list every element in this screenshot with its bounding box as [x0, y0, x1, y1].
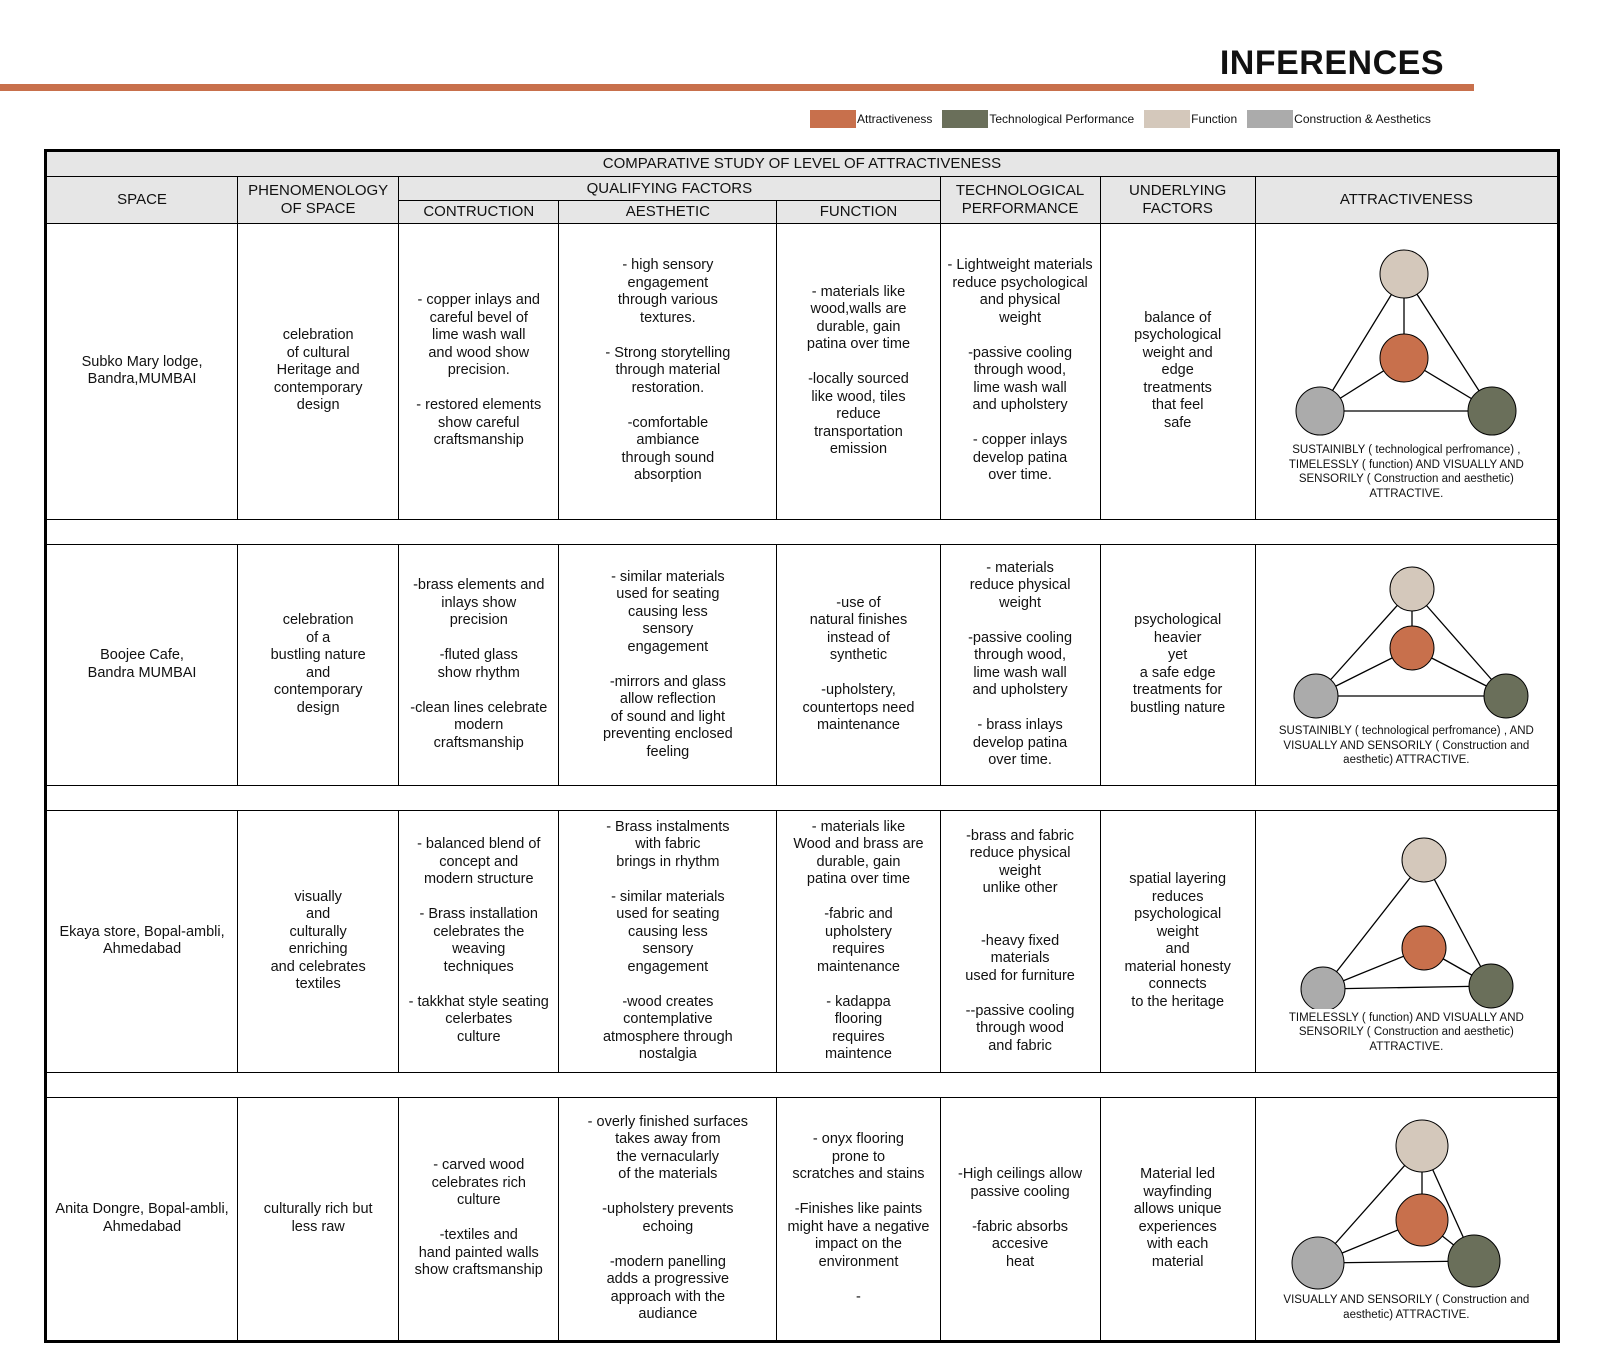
legend-item-attractiveness	[810, 110, 932, 128]
row-spacer	[46, 1072, 1559, 1097]
cell-aesthetic: - Brass instalments with fabric brings in rhythm - similar materials used for seating causing less sensory engagement -wood creates contemplative atmosphere through nostalgia	[559, 811, 777, 1073]
legend-swatch-construction-aesthetics	[1247, 110, 1293, 128]
function-node	[1390, 567, 1434, 611]
attractiveness-node	[1390, 626, 1434, 670]
legend-swatch-attractiveness	[810, 110, 856, 128]
title-rule	[0, 84, 1474, 91]
cell-underlying-factors: spatial layering reduces psychological weight and material honesty connects to the heritage	[1100, 811, 1255, 1073]
cell-construction: - carved wood celebrates rich culture -textiles and hand painted walls show craftsmanship	[399, 1097, 559, 1341]
header-construction: CONTRUCTION	[399, 201, 559, 224]
comparative-study-table	[44, 149, 1560, 1343]
attractiveness-caption: SUSTAINIBLY ( technological perfromance) , TIMELESSLY ( function) AND VISUALLY AND SENSORILY ( Construction and aesthetic) ATTRACTIVE.	[1288, 444, 1524, 500]
header-attractiveness: ATTRACTIVENESS	[1255, 177, 1558, 224]
cell-phenomenology: celebration of cultural Heritage and contemporary design	[238, 223, 399, 519]
legend-swatch-function	[1144, 110, 1190, 128]
cell-space: Anita Dongre, Bopal-ambli, Ahmedabad	[46, 1097, 238, 1341]
attractiveness-node	[1402, 926, 1446, 970]
function-node	[1396, 1120, 1448, 1172]
legend-swatch-technological-performance	[942, 110, 988, 128]
cell-construction: -brass elements and inlays show precision -fluted glass show rhythm -clean lines celebrate modern craftsmanship	[399, 544, 559, 786]
cell-technological-performance: -High ceilings allow passive cooling -fabric absorbs accesive heat	[940, 1097, 1100, 1341]
attractiveness-caption: VISUALLY AND SENSORILY ( Construction and aesthetic) ATTRACTIVE.	[1283, 1294, 1530, 1321]
cell-technological-performance: -brass and fabric reduce physical weight unlike other -heavy fixed materials used for furniture --passive cooling through wood and fabric	[940, 811, 1100, 1073]
attractiveness-caption: TIMELESSLY ( function) AND VISUALLY AND SENSORILY ( Construction and aesthetic) ATTRACTIVE.	[1288, 1011, 1524, 1053]
legend-item-function	[1144, 110, 1237, 128]
attractiveness-node	[1380, 334, 1428, 382]
cell-technological-performance: - materials reduce physical weight -passive cooling through wood, lime wash wall and upholstery - brass inlays develop patina over time.	[940, 544, 1100, 786]
attractiveness-diagram	[1256, 241, 1556, 441]
cell-space: Boojee Cafe, Bandra MUMBAI	[46, 544, 238, 786]
cell-aesthetic: - overly finished surfaces takes away from the vernacularly of the materials -upholstery prevents echoing -modern panelling adds a progressive approach with the audiance	[559, 1097, 777, 1341]
cell-aesthetic: - similar materials used for seating causing less sensory engagement -mirrors and glass allow reflection of sound and light preventing enclosed feeling	[559, 544, 777, 786]
attractiveness-node	[1396, 1194, 1448, 1246]
legend-item-technological-performance	[942, 110, 1134, 128]
cell-function: - onyx flooring prone to scratches and stains -Finishes like paints might have a negative impact on the environment -	[777, 1097, 940, 1341]
legend-label: Function	[1191, 112, 1238, 126]
header-phenomenology: PHENOMENOLOGY OF SPACE	[238, 177, 399, 224]
cell-function: - materials like Wood and brass are durable, gain patina over time -fabric and upholstery requires maintenance - kadappa flooring requires maintence	[777, 811, 940, 1073]
attractiveness-diagram	[1256, 1115, 1556, 1291]
cell-underlying-factors: Material led wayfinding allows unique experiences with each material	[1100, 1097, 1255, 1341]
header-function: FUNCTION	[777, 201, 940, 224]
technological-performance-node	[1469, 964, 1513, 1008]
function-node	[1380, 250, 1428, 298]
header-space: SPACE	[46, 177, 238, 224]
construction-aesthetics-node	[1296, 387, 1344, 435]
table-row	[46, 544, 1559, 786]
legend-label: Construction & Aesthetics	[1294, 112, 1431, 126]
legend	[810, 110, 1441, 128]
header-technological-performance: TECHNOLOGICAL PERFORMANCE	[940, 177, 1100, 224]
technological-performance-node	[1448, 1235, 1500, 1287]
header-underlying-factors: UNDERLYING FACTORS	[1100, 177, 1255, 224]
page-title: INFERENCES	[1219, 44, 1444, 82]
technological-performance-node	[1484, 674, 1528, 718]
cell-attractiveness	[1255, 544, 1558, 786]
table-title: COMPARATIVE STUDY OF LEVEL OF ATTRACTIVENESS	[46, 151, 1559, 177]
table-row	[46, 811, 1559, 1073]
header-aesthetic: AESTHETIC	[559, 201, 777, 224]
cell-aesthetic: - high sensory engagement through various textures. - Strong storytelling through material restoration. -comfortable ambiance through sound absorption	[559, 223, 777, 519]
row-spacer	[46, 519, 1559, 544]
construction-aesthetics-node	[1292, 1237, 1344, 1289]
cell-technological-performance: - Lightweight materials reduce psychological and physical weight -passive cooling through wood, lime wash wall and upholstery - copper inlays develop patina over time.	[940, 223, 1100, 519]
table-row	[46, 1097, 1559, 1341]
cell-function: - materials like wood,walls are durable, gain patina over time -locally sourced like wood, tiles reduce transportation emission	[777, 223, 940, 519]
function-node	[1402, 838, 1446, 882]
cell-space: Subko Mary lodge, Bandra,MUMBAI	[46, 223, 238, 519]
table-row	[46, 223, 1559, 519]
cell-construction: - copper inlays and careful bevel of lime wash wall and wood show precision. - restored elements show careful craftsmanship	[399, 223, 559, 519]
cell-function: -use of natural finishes instead of synthetic -upholstery, countertops need maintenance	[777, 544, 940, 786]
header-qualifying-factors: QUALIFYING FACTORS	[399, 177, 940, 201]
construction-aesthetics-node	[1301, 967, 1345, 1009]
cell-phenomenology: visually and culturally enriching and celebrates textiles	[238, 811, 399, 1073]
legend-item-construction-aesthetics	[1247, 110, 1431, 128]
attractiveness-diagram	[1256, 829, 1556, 1009]
cell-attractiveness	[1255, 1097, 1558, 1341]
cell-construction: - balanced blend of concept and modern structure - Brass installation celebrates the weaving techniques - takkhat style seating celerbates culture	[399, 811, 559, 1073]
cell-phenomenology: celebration of a bustling nature and contemporary design	[238, 544, 399, 786]
legend-label: Attractiveness	[857, 112, 933, 126]
attractiveness-diagram	[1256, 562, 1556, 722]
attractiveness-caption: SUSTAINIBLY ( technological perfromance) , AND VISUALLY AND SENSORILY ( Construction and aesthetic) ATTRACTIVE.	[1278, 725, 1534, 766]
cell-phenomenology: culturally rich but less raw	[238, 1097, 399, 1341]
cell-underlying-factors: psychological heavier yet a safe edge treatments for bustling nature	[1100, 544, 1255, 786]
row-spacer	[46, 786, 1559, 811]
legend-label: Technological Performance	[989, 112, 1135, 126]
construction-aesthetics-node	[1294, 674, 1338, 718]
cell-space: Ekaya store, Bopal-ambli, Ahmedabad	[46, 811, 238, 1073]
cell-attractiveness	[1255, 811, 1558, 1073]
cell-underlying-factors: balance of psychological weight and edge treatments that feel safe	[1100, 223, 1255, 519]
cell-attractiveness	[1255, 223, 1558, 519]
technological-performance-node	[1468, 387, 1516, 435]
